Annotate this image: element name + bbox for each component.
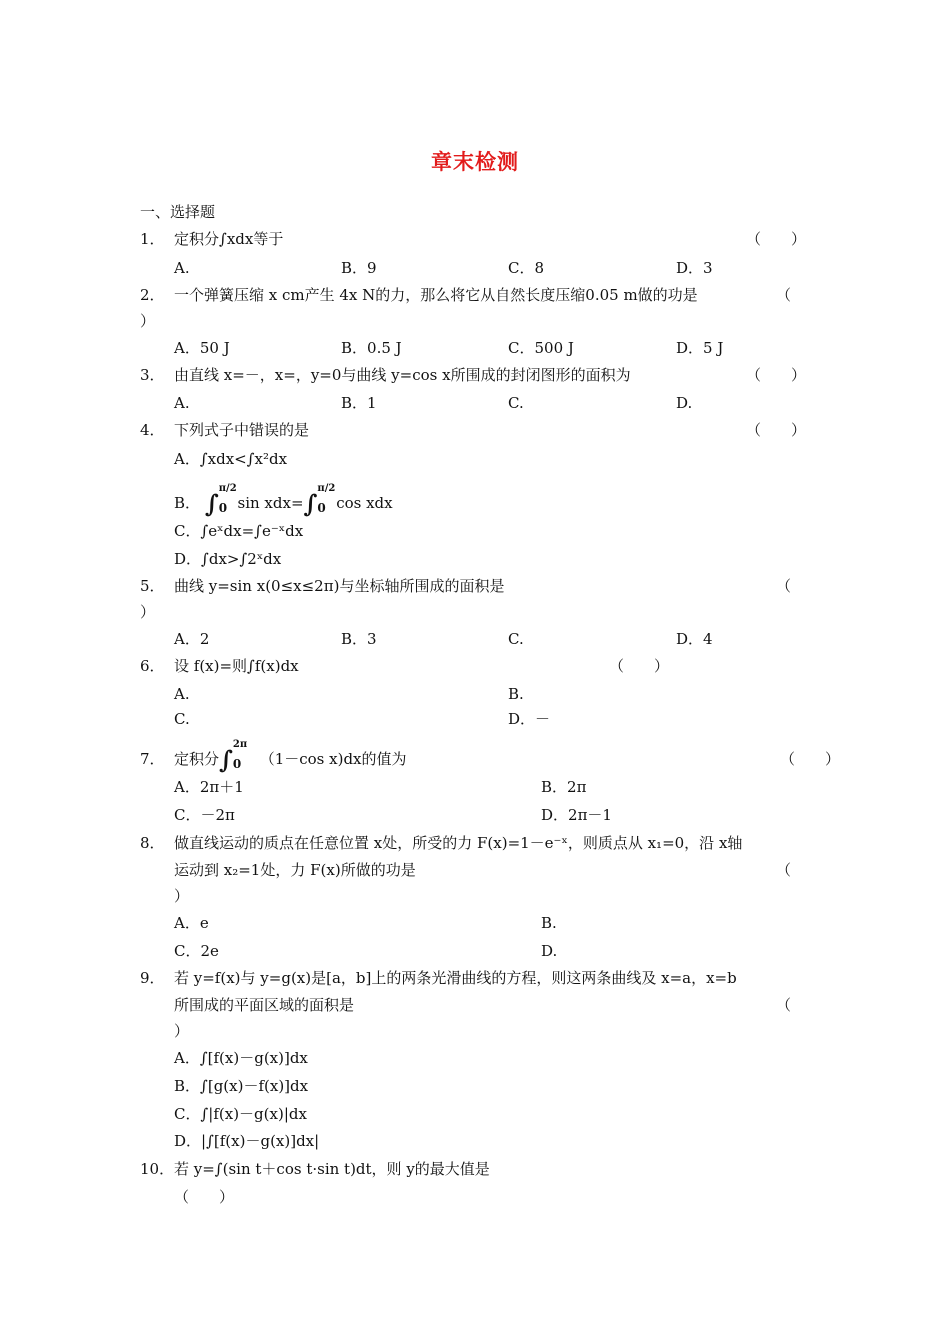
question-number: 3． xyxy=(140,366,165,384)
upper-limit: π/2 xyxy=(317,483,336,494)
question-text: 曲线 y=sin x(0≤x≤2π)与坐标轴所围成的面积是 xyxy=(174,577,505,595)
question-number: 4． xyxy=(140,421,165,439)
question-text xyxy=(174,739,407,774)
answer-blank-close: ） xyxy=(174,1022,190,1040)
integral-sign: ∫ xyxy=(219,745,233,774)
option-b-left: sin xdx= xyxy=(237,494,304,512)
option-c: C．∫|f(x)－g(x)|dx xyxy=(174,1105,307,1123)
answer-blank: （ ） xyxy=(746,230,807,248)
option-c: C．∫eˣdx=∫e⁻ˣdx xyxy=(174,522,304,540)
option-b: B. xyxy=(508,685,524,703)
option-b: B．3 xyxy=(341,630,377,648)
option-c: C. xyxy=(508,394,524,412)
question-text: 若 y=f(x)与 y=g(x)是[a，b]上的两条光滑曲线的方程，则这两条曲线及 x=a，x=b xyxy=(174,969,737,987)
option-d: D. xyxy=(676,394,693,412)
answer-blank-open: （ xyxy=(776,996,792,1014)
question-text: 若 y=∫(sin t＋cos t·sin t)dt，则 y的最大值是 xyxy=(174,1160,490,1178)
lower-limit: 0 xyxy=(317,501,326,515)
answer-blank-open: （ xyxy=(776,577,792,595)
question-text-pre: 定积分 xyxy=(174,750,220,768)
question-text: 下列式子中错误的是 xyxy=(174,421,310,439)
answer-blank: （ ） xyxy=(746,421,807,439)
answer-blank-open: （ xyxy=(776,286,792,304)
option-b xyxy=(174,483,393,518)
answer-blank-close: ） xyxy=(140,603,156,621)
option-a: A. xyxy=(174,259,190,277)
answer-blank-close: ） xyxy=(174,887,190,905)
option-d: D．3 xyxy=(676,259,713,277)
integral-sign: ∫ xyxy=(204,489,219,518)
upper-limit: π/2 xyxy=(218,483,237,494)
question-text: 定积分∫xdx等于 xyxy=(174,230,284,248)
option-b: B．2π xyxy=(541,778,587,796)
option-a: A．2 xyxy=(174,630,210,648)
answer-blank: （ ） xyxy=(609,657,670,675)
question-number: 1． xyxy=(140,230,165,248)
option-b-right: cos xdx xyxy=(336,494,393,512)
answer-blank: （ ） xyxy=(746,366,807,384)
question-text-line2: 运动到 x₂=1处，力 F(x)所做的功是 xyxy=(174,861,416,879)
upper-limit: 2π xyxy=(232,739,248,750)
question-text: 由直线 x=－，x=，y=0与曲线 y=cos x所围成的封闭图形的面积为 xyxy=(174,366,631,384)
option-b: B．∫[g(x)－f(x)]dx xyxy=(174,1077,309,1095)
option-d: D．4 xyxy=(676,630,713,648)
answer-blank-open: （ xyxy=(776,861,792,879)
question-text-post: （1－cos x)dx的值为 xyxy=(259,750,407,768)
option-c: C．－2π xyxy=(174,806,235,824)
option-c: C．2e xyxy=(174,942,219,960)
answer-blank: （ ） xyxy=(174,1188,235,1206)
option-a: A．∫[f(x)－g(x)]dx xyxy=(174,1049,308,1067)
option-d: D．5 J xyxy=(676,339,724,357)
option-a: A．2π＋1 xyxy=(174,778,244,796)
option-a: A．50 J xyxy=(174,339,230,357)
question-number: 6． xyxy=(140,657,165,675)
answer-blank-close: ） xyxy=(140,312,156,330)
option-c: C．500 J xyxy=(508,339,574,357)
option-c: C．8 xyxy=(508,259,545,277)
question-text: 一个弹簧压缩 x cm产生 4x N的力，那么将它从自然长度压缩0.05 m做的功是 xyxy=(174,286,698,304)
integral-limits xyxy=(317,483,336,515)
integral-limits xyxy=(218,483,237,515)
option-c: C. xyxy=(508,630,524,648)
option-d: D．|∫[f(x)－g(x)]dx| xyxy=(174,1132,320,1150)
lower-limit: 0 xyxy=(218,501,228,515)
question-text: 做直线运动的质点在任意位置 x处，所受的力 F(x)=1－e⁻ˣ，则质点从 x₁=0，沿 x轴 xyxy=(174,834,743,852)
question-text-line2: 所围成的平面区域的面积是 xyxy=(174,996,355,1014)
question-number: 10． xyxy=(140,1160,175,1178)
answer-blank: （ ） xyxy=(780,750,841,768)
option-d: D．∫dx>∫2ˣdx xyxy=(174,550,282,568)
question-number: 5． xyxy=(140,577,165,595)
question-number: 7． xyxy=(140,750,165,768)
option-a: A. xyxy=(174,394,190,412)
option-b: B. xyxy=(541,914,557,932)
question-text: 设 f(x)=则∫f(x)dx xyxy=(174,657,299,675)
option-b: B．9 xyxy=(341,259,377,277)
option-b: B．1 xyxy=(341,394,377,412)
option-a: A．∫xdx<∫x²dx xyxy=(174,450,288,468)
option-d: D．－ xyxy=(508,710,551,728)
option-d: D. xyxy=(541,942,558,960)
lower-limit: 0 xyxy=(232,757,242,771)
option-c: C. xyxy=(174,710,190,728)
option-d: D．2π－1 xyxy=(541,806,612,824)
page-title: 章末检测 xyxy=(431,150,519,174)
option-a: A. xyxy=(174,685,190,703)
question-number: 8． xyxy=(140,834,165,852)
option-b-letter: B． xyxy=(174,494,201,512)
option-b: B．0.5 J xyxy=(341,339,402,357)
integral-limits xyxy=(232,739,255,771)
section-heading: 一、选择题 xyxy=(140,203,216,221)
integral-sign: ∫ xyxy=(303,489,318,518)
question-number: 2． xyxy=(140,286,165,304)
option-a: A．e xyxy=(174,914,209,932)
question-number: 9． xyxy=(140,969,165,987)
